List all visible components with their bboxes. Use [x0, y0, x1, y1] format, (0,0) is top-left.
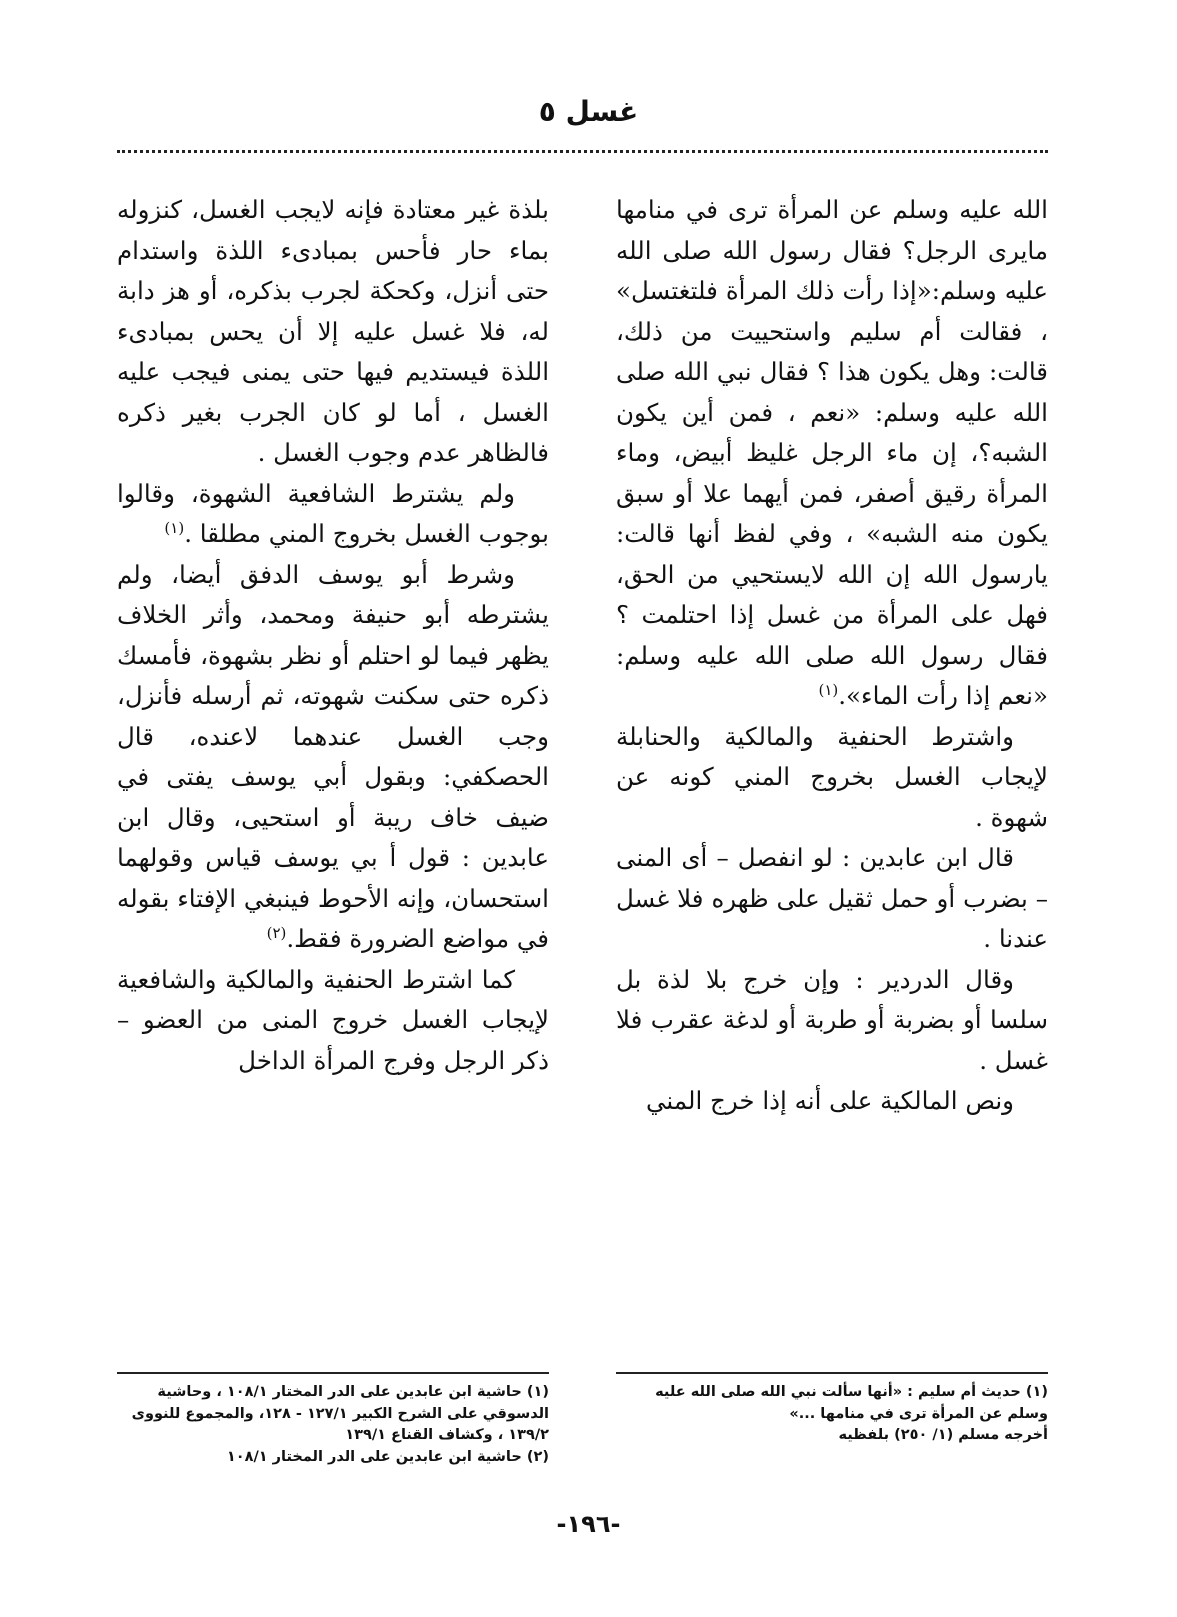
left-paragraph-3	[117, 555, 549, 960]
right-paragraph-4: وقال الدردير : وإن خرج بلا لذة بل سلسا أو بضربة أو طربة أو لدغة عقرب فلا غسل .	[616, 964, 1048, 1075]
left-paragraph-1: بلذة غير معتادة فإنه لايجب الغسل، كنزوله بماء حار فأحس بمبادىء اللذة واستدام حتى أنزل، وكحكة لجرب بذكره، أو هز دابة له، فلا غسل عليه إلا أن يحس بمبادىء اللذة فيستديم فيها حتى يمنى فيجب عليه الغسل ، أما لو كان الجرب بغير ذكره فالظاهر عدم وجوب الغسل .	[117, 195, 549, 467]
footnote-left-1: (١) حاشية ابن عابدين على الدر المختار ١٠٨/١ ، وحاشية الدسوقي على الشرح الكبير ١٢٧/١ - ١٢٨، والمجموع للنووى ١٣٩/٢ ، وكشاف القناع ١٣٩/١	[131, 1384, 549, 1443]
footnote-right-1: (١) حديث أم سليم : «أنها سألت نبي الله صلى الله عليه وسلم عن المرأة ترى في منامها ...»	[655, 1384, 1048, 1422]
footnote-separator-right	[616, 1372, 1048, 1374]
footnote-ref-1: (١)	[164, 519, 185, 537]
page-title: غسل ٥	[538, 95, 639, 128]
left-paragraph-2-text: ولم يشترط الشافعية الشهوة، وقالوا بوجوب الغسل بخروج المني مطلقا .	[117, 478, 549, 548]
page-number: -١٩٦-	[556, 1510, 621, 1538]
header-dotted-divider	[117, 150, 1048, 153]
right-text-column	[616, 190, 1048, 1122]
footnotes-left	[117, 1382, 549, 1468]
right-paragraph-3: قال ابن عابدين : لو انفصل – أى المنى – بضرب أو حمل ثقيل على ظهره فلا غسل عندنا .	[616, 843, 1048, 953]
left-paragraph-2	[117, 474, 549, 555]
footnote-separator-left	[117, 1372, 549, 1374]
right-paragraph-1-text: الله عليه وسلم عن المرأة ترى في منامها مايرى الرجل؟ فقال رسول الله صلى الله عليه وسلم:«إذا رأت ذلك المرأة فلتغتسل» ، فقالت أم سليم واستحييت من ذلك، قالت: وهل يكون هذا ؟ فقال نبي الله صلى الله عليه وسلم: «نعم ، فمن أين يكون الشبه؟، إن ماء الرجل غليظ أبيض، وماء المرأة رقيق أصفر، فمن أيهما علا أو سبق يكون منه الشبه» ، وفي لفظ أنها قالت: يارسول الله إن الله لايستحيي من الحق، فهل على المرأة من غسل إذا احتلمت ؟ فقال رسول الله صلى الله عليه وسلم: «نعم إذا رأت الماء».	[616, 195, 1048, 710]
right-paragraph-5: ونص المالكية على أنه إذا خرج المني	[646, 1086, 1014, 1115]
right-paragraph-2: واشترط الحنفية والمالكية والحنابلة لإيجاب الغسل بخروج المني كونه عن شهوة .	[616, 721, 1048, 832]
right-paragraph-1	[616, 190, 1048, 717]
footnote-ref-1: (١)	[818, 681, 839, 699]
left-paragraph-3-text: وشرط أبو يوسف الدفق أيضا، ولم يشترطه أبو حنيفة ومحمد، وأثر الخلاف يظهر فيما لو احتلم أو نظر بشهوة، فأمسك ذكره حتى سكنت شهوته، ثم أرسله فأنزل، وجب الغسل عندهما لاعنده، قال الحصكفي: وبقول أبي يوسف يفتى في ضيف خاف ريبة أو استحيى، وقال ابن عابدين : قول أ بي يوسف قياس وقولهما استحسان، وإنه الأحوط فينبغي الإفتاء بقوله في مواضع الضرورة فقط.	[116, 559, 549, 953]
footnote-right-2: أخرجه مسلم (١/ ٢٥٠) بلفظيه	[838, 1427, 1048, 1443]
footnote-left-2: (٢) حاشية ابن عابدين على الدر المختار ١٠٨/١	[226, 1448, 549, 1465]
footnote-ref-2: (٢)	[266, 924, 287, 942]
left-text-column	[117, 190, 549, 1081]
footnotes-right	[616, 1382, 1048, 1447]
left-paragraph-4: كما اشترط الحنفية والمالكية والشافعية لإيجاب الغسل خروج المنى من العضو – ذكر الرجل وفرج المرأة الداخل	[117, 964, 549, 1075]
